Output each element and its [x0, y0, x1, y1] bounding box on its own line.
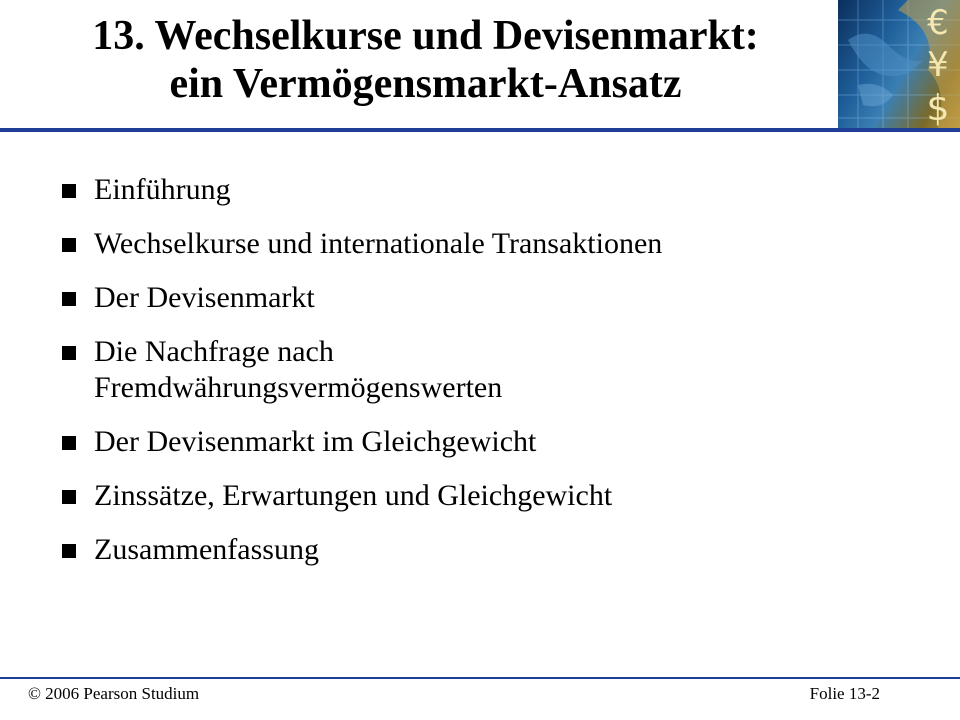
title-line-1: 13. Wechselkurse und Devisenmarkt:: [92, 13, 759, 59]
currency-logo-image: [838, 0, 960, 128]
square-bullet-icon: [62, 544, 76, 558]
square-bullet-icon: [62, 346, 76, 360]
square-bullet-icon: [62, 490, 76, 504]
list-item-text: Zinssätze, Erwartungen und Gleichgewicht: [94, 479, 613, 512]
square-bullet-icon: [62, 184, 76, 198]
list-item-text: Zusammenfassung: [94, 533, 319, 566]
slide-title: [18, 12, 833, 108]
list-item: [62, 424, 902, 460]
list-item: [62, 280, 902, 316]
title-divider: [0, 128, 960, 132]
agenda-list: [62, 172, 902, 586]
list-item-text: Der Devisenmarkt: [94, 281, 315, 314]
list-item-text: Die Nachfrage nach Fremdwährungsvermögenswerten: [94, 335, 503, 404]
square-bullet-icon: [62, 292, 76, 306]
dollar-icon: $: [926, 88, 950, 128]
square-bullet-icon: [62, 436, 76, 450]
title-line-2: ein Vermögensmarkt-Ansatz: [169, 61, 682, 107]
footer-copyright: © 2006 Pearson Studium: [28, 684, 200, 703]
square-bullet-icon: [62, 238, 76, 252]
list-item-text: Einführung: [94, 173, 231, 206]
list-item: [62, 172, 902, 208]
footer-slide-number: Folie 13-2: [809, 684, 880, 703]
list-item-text: Wechselkurse und internationale Transaktionen: [94, 227, 663, 260]
list-item-text: Der Devisenmarkt im Gleichgewicht: [94, 425, 537, 458]
list-item: [62, 532, 902, 568]
yen-icon: ¥: [927, 45, 949, 85]
euro-icon: €: [927, 3, 949, 43]
footer-divider: [0, 677, 960, 679]
list-item: [62, 226, 902, 262]
list-item: [62, 334, 902, 406]
list-item: [62, 478, 902, 514]
